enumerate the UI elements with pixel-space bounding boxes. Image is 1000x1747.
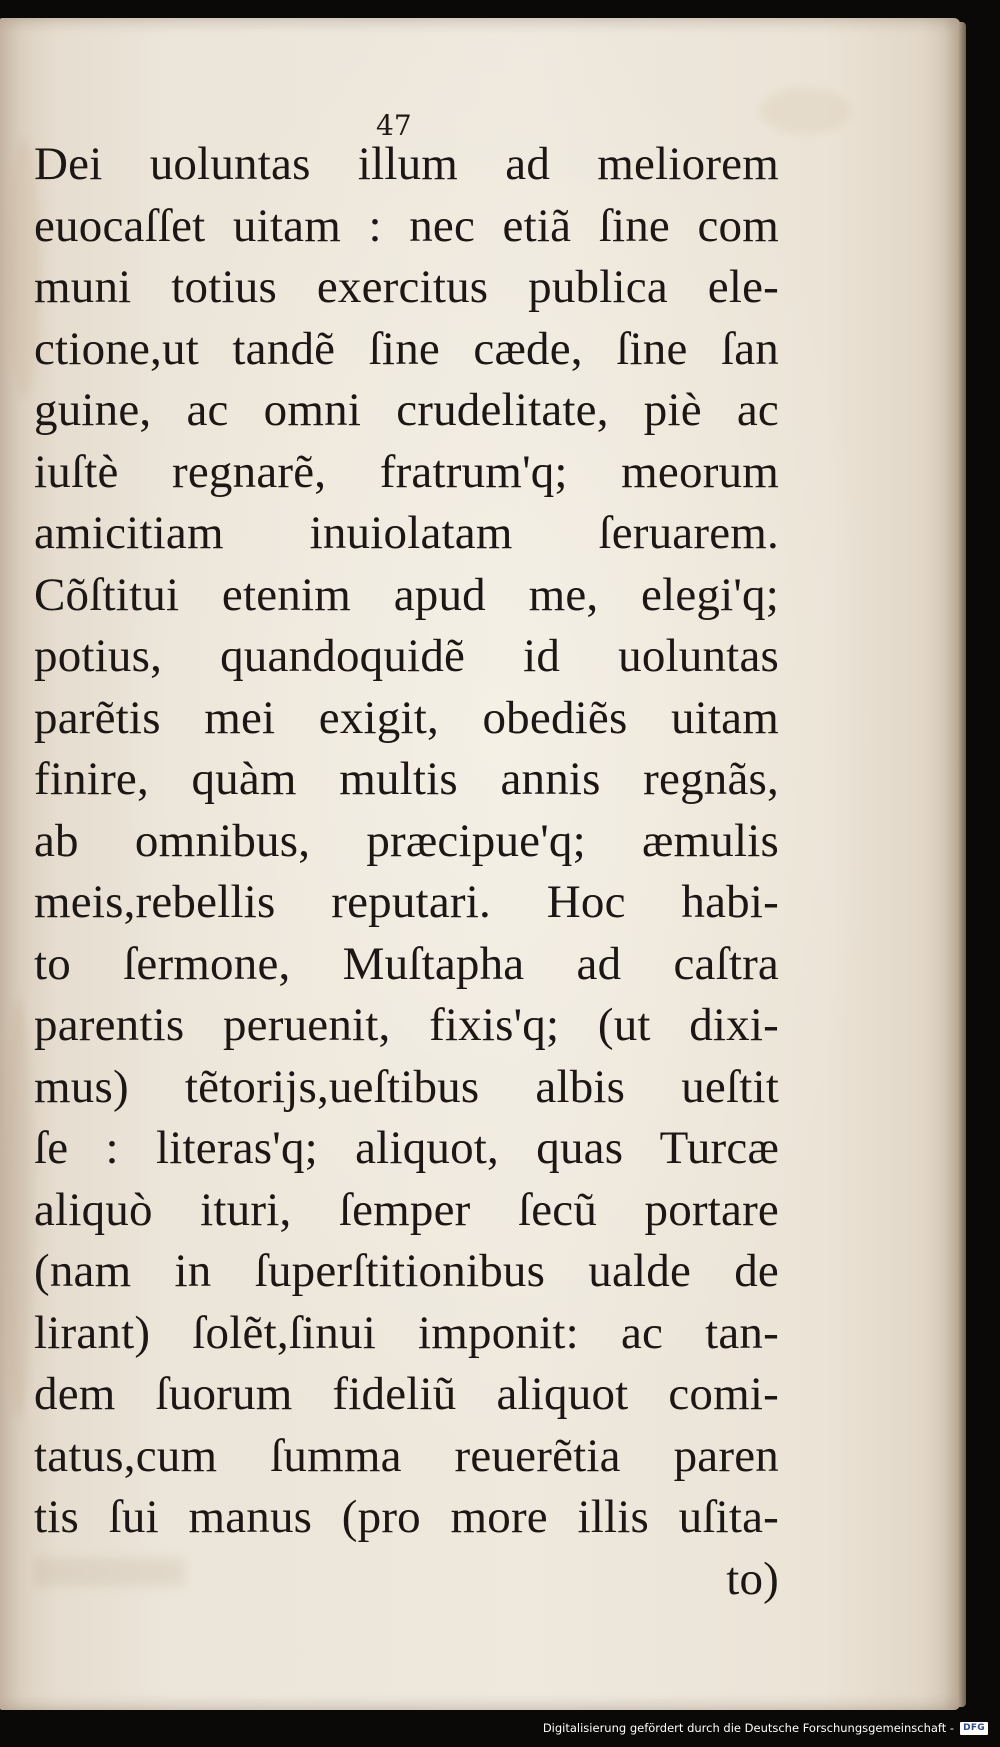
dfg-logo: DFG: [960, 1722, 988, 1735]
text-line: ctione,ut tandẽ ſine cæde, ſine ſan: [34, 322, 779, 375]
text-line: dem ſuorum fideliũ aliquot comi-: [34, 1368, 779, 1420]
text-line: Cõſtitui etenim apud me, elegi'q;: [34, 568, 779, 621]
text-line: to): [726, 1552, 779, 1605]
text-line: aliquò ituri, ſemper ſecũ portare: [34, 1183, 779, 1236]
credit-footer: [543, 1718, 988, 1738]
text-line: guine, ac omni crudelitate, piè ac: [34, 384, 779, 436]
text-line: mus) tẽtorijs,ueſtibus albis ueſtit: [34, 1060, 779, 1113]
text-line: iuſtè regnarẽ, fratrum'q; meorum: [34, 445, 779, 498]
text-line: ab omnibus, præcipue'q; æmulis: [34, 814, 779, 867]
text-line: potius, quandoquidẽ id uoluntas: [34, 630, 779, 682]
text-line: to ſermone, Muſtapha ad caſtra: [34, 937, 779, 990]
book-page: [0, 18, 960, 1710]
text-line: tis ſui manus (pro more illis uſita-: [34, 1491, 779, 1543]
text-line: muni totius exercitus publica ele-: [34, 261, 779, 313]
text-line: euocaſſet uitam : nec etiã ſine com: [34, 199, 779, 252]
page-edge: [958, 22, 966, 1707]
text-line: lirant) ſolẽt,ſinui imponit: ac tan-: [34, 1306, 779, 1359]
text-line: amicitiam inuiolatam ſeruarem.: [34, 507, 779, 559]
faded-stamp: [34, 1558, 184, 1586]
text-line: ſe : literas'q; aliquot, quas Turcæ: [34, 1122, 779, 1174]
paper-stain: [760, 88, 850, 134]
credit-text: Digitalisierung gefördert durch die Deutsche Forschungsgemeinschaft -: [542, 1721, 955, 1735]
text-line: parẽtis mei exigit, obediẽs uitam: [34, 691, 779, 744]
text-line: finire, quàm multis annis regnãs,: [34, 753, 779, 805]
text-line: (nam in ſuperſtitionibus ualde de: [34, 1245, 779, 1297]
text-line: parentis peruenit, fixis'q; (ut dixi-: [34, 999, 779, 1051]
text-line: tatus,cum ſumma reuerẽtia paren: [34, 1429, 779, 1482]
text-line: Dei uoluntas illum ad meliorem: [34, 138, 779, 190]
text-line: meis,rebellis reputari. Hoc habi-: [34, 876, 779, 928]
body-text: [34, 134, 779, 1610]
page-number: 47: [376, 109, 412, 142]
paper-stain: [5, 998, 33, 1418]
